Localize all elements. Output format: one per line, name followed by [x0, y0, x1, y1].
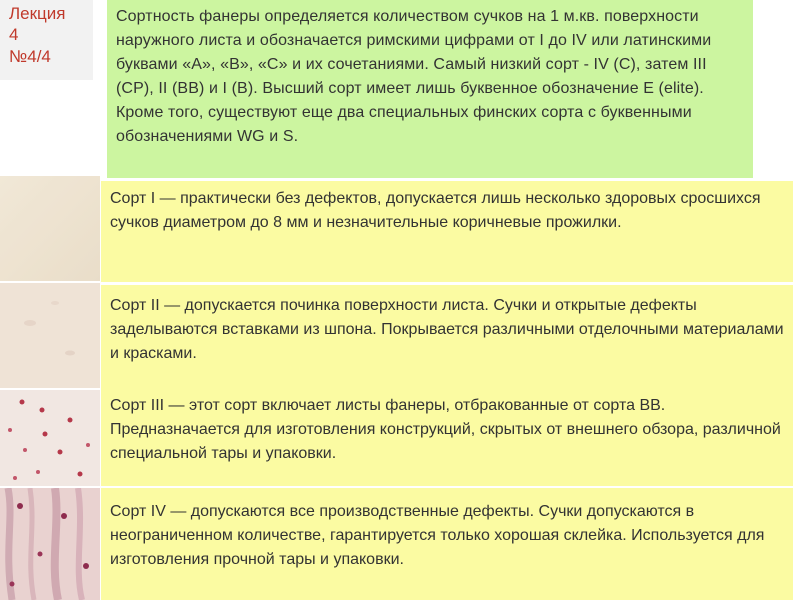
grade-2-text: Сорт II — допускается починка поверхности листа. Сучки и открытые дефекты заделываются вставками из шпона. Покрывается различными отделочными материалами и красками.	[110, 297, 784, 362]
lecture-label	[0, 0, 93, 80]
grade-4-text: Сорт IV — допускаются все производственные дефекты. Сучки допускаются в неограниченном количестве, гарантируется только хорошая склейка. Используется для изготовления прочной тары и упаковки.	[110, 503, 765, 568]
lecture-label-code: №4/4	[9, 47, 51, 66]
grade-1-text: Сорт I — практически без дефектов, допускается лишь несколько здоровых сросшихся сучков диаметром до 8 мм и незначительные коричневые прожилки.	[110, 190, 761, 231]
grade-3-sample-image	[0, 390, 100, 486]
grade-1-sample-image	[0, 176, 100, 281]
grade-2-sample-image	[0, 283, 100, 388]
grade-2-3-panel	[101, 285, 793, 486]
lecture-label-title: Лекция	[9, 4, 66, 23]
grade-4-description	[101, 488, 793, 600]
intro-paragraph	[107, 0, 753, 178]
grade-1-description	[101, 181, 793, 282]
lecture-label-number: 4	[9, 25, 19, 44]
grade-4-sample-image	[0, 488, 100, 600]
grade-3-text: Сорт III — этот сорт включает листы фанеры, отбракованные от сорта ВВ. Предназначается для изготовления конструкций, скрытых от внешнего обзора, различной специальной тары и упаковки.	[110, 397, 781, 462]
intro-text: Сортность фанеры определяется количеством сучков на 1 м.кв. поверхности наружного листа и обозначается римскими цифрами от I до IV или латинскими буквами «A», «B», «C» и их сочетаниями. Самый низкий сорт - IV (С), затем III (СР), II (ВВ) и I (В). Высший сорт имеет лишь буквенное обозначение Е (elite). Кроме того, существуют еще два специальных финских сорта с буквенными обозначениями WG и S.	[116, 8, 712, 145]
